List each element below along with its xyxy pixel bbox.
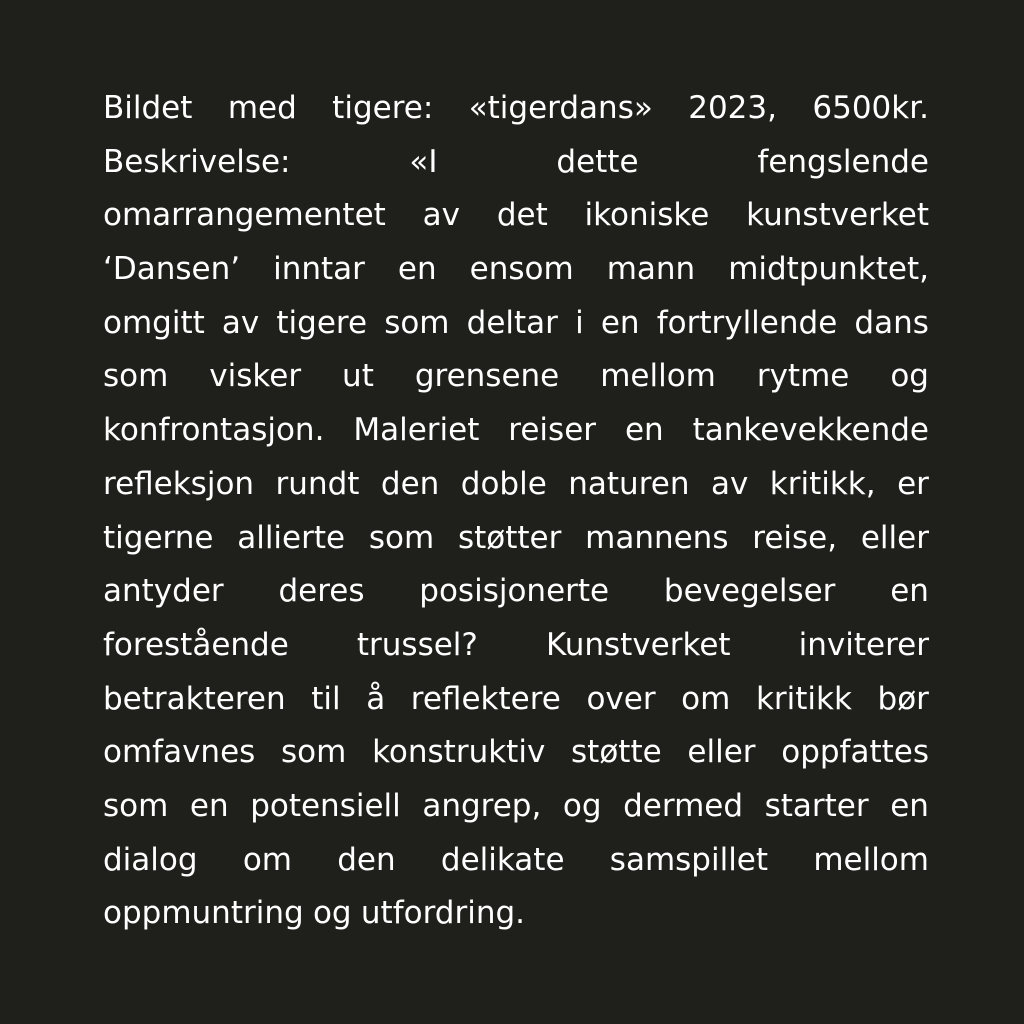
- description-word: konfrontasjon.: [103, 412, 325, 449]
- description-text: [103, 82, 929, 941]
- description-word: støtte: [571, 734, 662, 771]
- description-word: Kunstverket: [545, 626, 731, 663]
- description-word: støtter: [457, 519, 562, 556]
- description-word: kritikk: [755, 680, 852, 717]
- description-word: er: [897, 465, 929, 502]
- description-word: om: [242, 841, 292, 878]
- description-word: den: [337, 841, 396, 878]
- description-word: omgitt: [103, 304, 205, 341]
- description-word: reise,: [752, 519, 838, 556]
- description-line: [103, 887, 929, 941]
- description-line: [103, 82, 929, 136]
- description-word: deltar: [466, 304, 558, 341]
- description-word: forestående: [103, 626, 289, 663]
- description-line: [103, 404, 929, 458]
- description-word: mann: [606, 251, 696, 288]
- description-word: Maleriet: [353, 412, 480, 449]
- description-word: angrep,: [422, 787, 542, 824]
- description-word: en: [890, 787, 929, 824]
- description-line: [103, 350, 929, 404]
- description-line: [103, 619, 929, 673]
- description-word: inntar: [273, 251, 365, 288]
- description-word: oppfattes: [781, 734, 929, 771]
- description-word: trussel?: [356, 626, 478, 663]
- description-word: omfavnes: [103, 734, 256, 771]
- description-word: å: [366, 680, 386, 717]
- description-line: [103, 458, 929, 512]
- description-word: som: [368, 519, 435, 556]
- description-word: som: [103, 358, 169, 395]
- description-word: ikoniske: [584, 197, 710, 234]
- description-word: mannens: [585, 519, 729, 556]
- description-word: tigere: [276, 304, 368, 341]
- description-word: mellom: [813, 841, 929, 878]
- description-line: [103, 512, 929, 566]
- description-word: en: [397, 251, 437, 288]
- description-word: visker: [209, 358, 302, 395]
- description-word: dette: [556, 143, 639, 180]
- description-word: kunstverket: [746, 197, 929, 234]
- description-line: [103, 673, 929, 727]
- description-word: midtpunktet,: [728, 251, 929, 288]
- description-word: mellom: [600, 358, 716, 395]
- description-word: oppmuntring: [103, 895, 304, 932]
- description-word: inviterer: [798, 626, 929, 663]
- description-word: til: [311, 680, 341, 717]
- description-line: [103, 726, 929, 780]
- description-line: [103, 565, 929, 619]
- description-word: Beskrivelse:: [103, 143, 291, 180]
- description-word: allierte: [237, 519, 346, 556]
- description-word: rytme: [756, 358, 850, 395]
- description-word: potensiell: [250, 787, 401, 824]
- description-word: samspillet: [609, 841, 769, 878]
- description-word: ensom: [469, 251, 574, 288]
- description-line: [103, 136, 929, 190]
- description-word: rundt: [275, 465, 360, 502]
- description-word: i: [575, 304, 584, 341]
- description-word: bør: [877, 680, 929, 717]
- description-word: delikate: [440, 841, 565, 878]
- description-word: reflektere: [410, 680, 561, 717]
- description-word: en: [624, 412, 664, 449]
- description-word: kritikk,: [769, 465, 876, 502]
- description-word: omarrangementet: [103, 197, 386, 234]
- description-word: posisjonerte: [419, 573, 610, 610]
- description-word: doble: [460, 465, 547, 502]
- description-word: en: [890, 573, 929, 610]
- description-line: [103, 834, 929, 888]
- description-word: fengslende: [757, 143, 929, 180]
- description-word: av: [221, 304, 260, 341]
- description-word: «tigerdans»: [468, 90, 653, 126]
- description-word: en: [189, 787, 229, 824]
- description-word: som: [384, 304, 450, 341]
- description-word: ut: [342, 358, 374, 395]
- description-word: tigere:: [332, 90, 434, 126]
- description-word: med: [227, 90, 297, 126]
- description-word: refleksjon: [103, 465, 255, 502]
- description-word: konstruktiv: [372, 734, 546, 771]
- description-word: av: [710, 465, 749, 502]
- description-word: en: [600, 304, 640, 341]
- description-word: deres: [278, 573, 365, 610]
- description-word: tankevekkende: [692, 412, 929, 449]
- description-word: det: [496, 197, 548, 234]
- description-word: som: [103, 787, 169, 824]
- description-line: [103, 243, 929, 297]
- description-word: bevegelser: [663, 573, 836, 610]
- description-word: dermed: [623, 787, 744, 824]
- description-word: 6500kr.: [812, 90, 929, 126]
- description-line: [103, 780, 929, 834]
- description-word: Bildet: [103, 90, 193, 126]
- description-word: av: [422, 197, 460, 234]
- description-word: dialog: [103, 841, 198, 878]
- description-word: «I: [409, 143, 438, 180]
- description-word: over: [586, 680, 656, 717]
- description-word: betrakteren: [103, 680, 286, 717]
- description-word: og: [312, 895, 352, 932]
- description-word: reiser: [508, 412, 597, 449]
- description-word: den: [380, 465, 440, 502]
- description-word: eller: [687, 734, 756, 771]
- description-word: antyder: [103, 573, 224, 610]
- description-word: naturen: [568, 465, 690, 502]
- description-line: [103, 189, 929, 243]
- description-word: starter: [764, 787, 869, 824]
- description-word: ‘Dansen’: [103, 251, 241, 288]
- description-word: og: [890, 358, 929, 395]
- description-word: og: [562, 787, 602, 824]
- description-line: [103, 297, 929, 351]
- description-word: grensene: [414, 358, 560, 395]
- description-word: som: [281, 734, 347, 771]
- description-word: 2023,: [688, 90, 777, 126]
- description-word: fortryllende: [656, 304, 838, 341]
- description-word: utfordring.: [360, 895, 526, 932]
- description-word: om: [681, 680, 731, 717]
- description-word: dans: [854, 304, 929, 341]
- description-word: eller: [860, 519, 929, 556]
- description-word: tigerne: [103, 519, 214, 556]
